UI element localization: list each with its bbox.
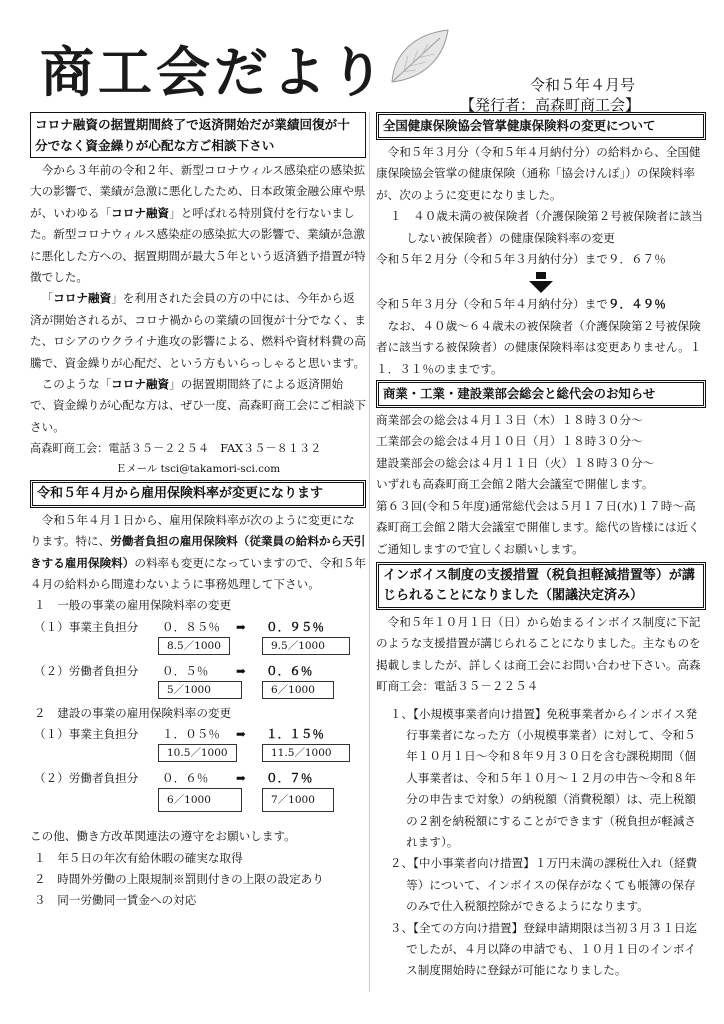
list-item: １ 年５日の年次有給休暇の確実な取得 — [34, 850, 243, 865]
arrow-icon: ➡ — [236, 771, 246, 786]
health-insurance-paragraph: 令和５年３月分（令和５年４月納付分）の給料から、全国健康保険協会管掌の健康保険（通称「協会けんぽ」）の保険料率が、次のように変更になりました。 — [376, 145, 701, 202]
right-column — [376, 112, 706, 982]
general-meeting-heading: 商業・工業・建設業部会総会と総代会のお知らせ — [376, 380, 706, 408]
health-insurance-note: なお、４０歳～６４歳未の被保険者（介護保険第２号被保険者に該当する被保険者）の健康保険料率は変更ありません。１１．３１％のままです。 — [376, 318, 702, 376]
health-insurance-heading: 全国健康保険協会管掌健康保険料の変更について — [376, 112, 706, 140]
list-item: ３、【全ての方向け措置】登録申請期限は当初３月３１日迄でしたが、４月以降の申請でも、１０月１日のインボイス制度開始時に登録が可能になりました。 — [389, 920, 698, 978]
invoice-paragraph: 令和５年１０月１日（日）から始まるインボイス制度に下記のような支援措置が講じられることになりました。主なものを掲載しましたが、詳しくは商工会にお問い合わせ下さい。高森町商工会：電話３５－２２５４ — [376, 614, 701, 694]
list-item: ２、【中小事業者向け措置】１万円未満の課税仕入れ（経費等）について、インボイスの保存がなくても帳簿の保存のみで仕入税額控除ができるようになります。 — [389, 856, 698, 914]
arrow-icon: ➡ — [236, 727, 246, 742]
meeting-line: 工業部会の総会は４月１０日（月）１８時３０分～ — [376, 434, 643, 449]
construction-business-heading: ２ 建設の事業の雇用保険料率の変更 — [34, 705, 232, 720]
down-arrow-icon — [376, 270, 706, 294]
rate-row: （１）事業主負担分 １．０５％ ➡ １．１５％ 10.5／1000 11.5／1000 — [30, 724, 366, 768]
rate-after: 令和５年３月分（令和５年４月納付分）まで９．４９％ — [376, 297, 666, 312]
rate-before: 令和５年２月分（令和５年３月納付分）まで９．６７％ — [376, 252, 666, 267]
work-style-reform-paragraph: この他、働き方改革関連法の遵守をお願いします。 — [30, 829, 296, 844]
meeting-line: 建設業部会の総会は４月１１日（火）１８時３０分～ — [376, 455, 655, 470]
invoice-support-heading: インボイス制度の支援措置（税負担軽減措置等）が講じられることになりました（閣議決定済み） — [376, 562, 706, 610]
publisher-label: 【発行者：高森町商工会】 — [460, 96, 641, 114]
general-business-heading: １ 一般の事業の雇用保険料率の変更 — [34, 598, 232, 613]
column-divider — [369, 112, 370, 992]
rate-row: （２）労働者負担分 ０．６％ ➡ ０．７％ 6／1000 7／1000 — [30, 768, 366, 818]
list-item: ２ 時間外労働の上限規制※罰則付きの上限の設定あり — [34, 871, 324, 886]
masthead-title: 商工会だより — [40, 41, 388, 104]
list-item: １、【小規模事業者向け措置】免税事業者からインボイス発行事業者になった方（小規模事業者）に対して、令和５年１０月１日～令和８年９月３０日を含む課税期間（個人事業者は、令和５年１０月～１２月の申告～令和８年分の申告まで対象）の納税額（消費税額）は、売上税額の２割を納税額にすることができます（税負担が軽減されます）。 — [389, 706, 698, 849]
arrow-icon: ➡ — [236, 619, 246, 634]
meeting-line: いずれも高森町商工会館２階大会議室で開催します。 — [376, 477, 654, 492]
list-item: ３ 同一労働同一賃金への対応 — [34, 893, 197, 908]
corona-loan-paragraph-2: 「コロナ融資」を利用された会員の方の中には、今年から返済が開始されるが、コロナ禍からの業績の回復が十分でなく、また、ロシアのウクライナ進攻の影響による、燃料や資材料費の高騰で、資金繰りが心配だ、という方もいらっしゃると思います。 — [30, 291, 366, 370]
left-column — [30, 112, 366, 912]
employment-insurance-paragraph: 令和５年４月１日から、雇用保険料率が次のように変更になります。特に、労働者負担の雇用保険料（従業員の給料から天引きする雇用保険料）の料率も変更になっていますので、令和５年４月の給料から間違わないように事務処理して下さい。 — [30, 512, 367, 591]
arrow-icon: ➡ — [236, 663, 246, 678]
leaf-icon — [384, 26, 454, 86]
corona-loan-heading: コロナ融資の据置期間終了で返済開始だが業績回復が十分でなく資金繰りが心配な方ご相談下さい — [30, 112, 366, 158]
contact-phone: 高森町商工会：電話３５－２２５４ FAX３５－８１３２ — [30, 442, 322, 456]
contact-email: Ｅメール tsci@takamori-sci.com — [115, 462, 281, 475]
list-item: １ ４０歳未満の被保険者（介護保険第２号被保険者に該当しない被保険者）の健康保険料率の変更 — [389, 209, 703, 245]
meeting-line: 第６３回(令和５年度)通常総代会は５月１７日(水)１７時～高森町商工会館２階大会議室で開催します。総代の皆様には近くご通知しますので宜しくお願いします。 — [376, 498, 700, 556]
rate-row: （２）労働者負担分 ０．５％ ➡ ０．６％ 5／1000 6／1000 — [30, 661, 366, 705]
corona-loan-paragraph-3: このような「コロナ融資」の据置期間終了による返済開始で、資金繰りが心配な方は、ぜひ一度、高森町商工会にご相談下さい。 — [30, 377, 366, 434]
meeting-line: 商業部会の総会は４月１３日（木）１８時３０分～ — [376, 413, 643, 428]
corona-loan-paragraph-1: 今から３年前の令和２年、新型コロナウィルス感染症の感染拡大の影響で、業績が急激に悪化したため、日本政策金融公庫や県が、いわゆる「コロナ融資」と呼ばれる特別貸付を行ないました。新型コロナウィルス感染症の感染拡大の影響で、業績が急激に悪化した方への、据置期間が最大５年という返済猶予措置が特徴でした。 — [30, 163, 366, 285]
issue-label: 令和５年４月号 — [530, 76, 636, 94]
rate-row: （１）事業主負担分 ０．８５％ ➡ ０．９５％ 8.5／1000 9.5／1000 — [30, 617, 366, 661]
employment-insurance-heading: 令和５年４月から雇用保険料率が変更になります — [30, 480, 366, 508]
